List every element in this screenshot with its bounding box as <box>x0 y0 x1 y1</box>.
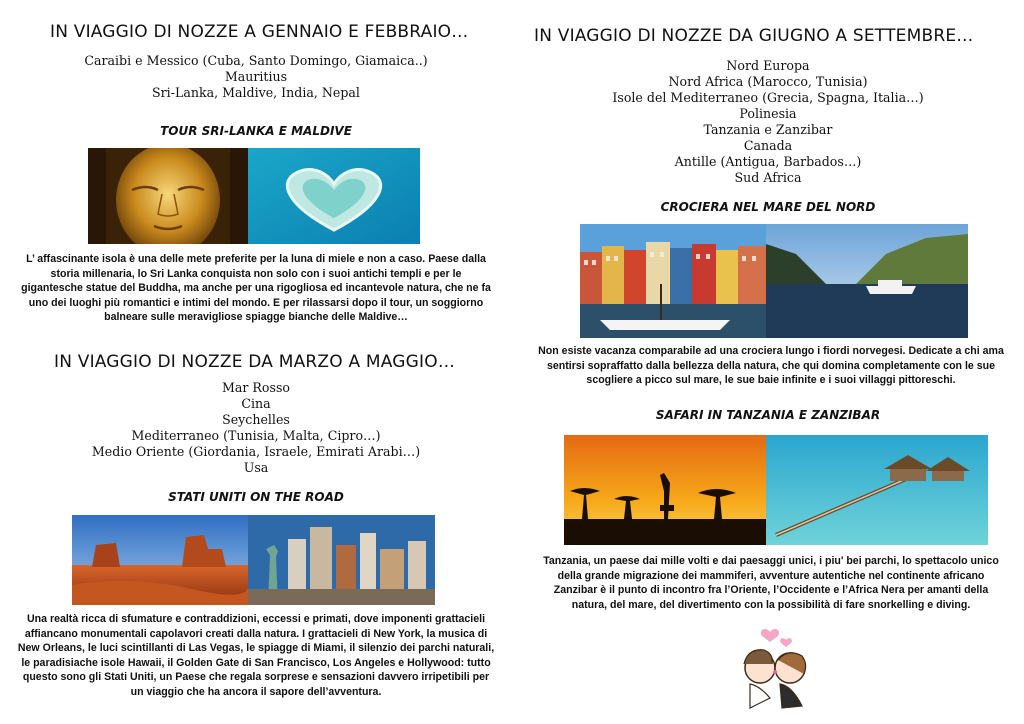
destination-item: Nord Africa (Marocco, Tunisia) <box>668 74 868 89</box>
destination-item: Antille (Antigua, Barbados…) <box>674 154 862 169</box>
savanna-sunset-photo <box>564 435 766 545</box>
description-safari: Tanzania, un paese dai mille volti e dai paesaggi unici, i piu' bei parchi, lo spettacolo unico della grande migrazione dei mammiferi, avventure autentiche nel continente africano Zanzibar è il punto di incontro fra l’Oriente, l’Occidente e l’Africa Nera per amanti della natura, del mare, del divertimento con la possibilità di fare snorkelling e diving. <box>543 555 999 611</box>
heart-reef-photo <box>248 148 420 244</box>
destination-item: Cina <box>241 396 271 411</box>
description-cruise: Non esiste vacanza comparabile ad una crociera lungo i fiordi norvegesi. Dedicate a chi ama sentirsi sopraffatto dalla bellezza della natura, che qui domina completamente con le sue scogliere a picco sul mare, le sue baie infinite e i suoi villaggi pittoreschi. <box>538 345 1004 387</box>
tour-title-srilanka: TOUR SRI-LANKA E MALDIVE <box>160 124 352 138</box>
kissing-couple-icon <box>730 624 822 716</box>
buddha-face-photo <box>88 148 248 244</box>
section-title-mar-may: IN VIAGGIO DI NOZZE DA MARZO A MAGGIO… <box>54 352 456 372</box>
destination-item: Isole del Mediterraneo (Grecia, Spagna, Italia…) <box>612 90 924 105</box>
destination-item: Mar Rosso <box>222 380 290 395</box>
tour-title-usa: STATI UNITI ON THE ROAD <box>168 490 344 504</box>
destination-item: Nord Europa <box>726 58 810 73</box>
monument-valley-photo <box>72 515 248 605</box>
destinations-jan-feb <box>56 53 456 101</box>
destination-item: Seychelles <box>222 412 290 427</box>
copenhagen-harbor-photo <box>580 224 766 338</box>
zanzibar-overwater-photo <box>766 435 988 545</box>
description-srilanka: L’ affascinante isola è una delle mete preferite per la luna di miele e non a caso. Paese dalla storia millenaria, lo Sri Lanka conquista non solo con i suoi antichi templi e per le gigantesche statue del Buddha, ma anche per una rigogliosa ed incantevole natura, che ne fa uno dei luoghi più romantici e intimi del mondo. E per rilassarsi dopo il tour, un soggiorno balneare sulle meravigliose spiagge bianche delle Maldive… <box>21 253 491 324</box>
destination-item: Mediterraneo (Tunisia, Malta, Cipro…) <box>131 428 381 443</box>
destination-item: Usa <box>243 460 269 475</box>
destination-item: Mauritius <box>224 69 288 84</box>
las-vegas-photo <box>248 515 435 605</box>
destination-item: Canada <box>743 138 793 153</box>
section-title-jan-feb: IN VIAGGIO DI NOZZE A GENNAIO E FEBBRAIO… <box>50 22 469 42</box>
fjord-cruise-photo <box>766 224 968 338</box>
tour-title-cruise: CROCIERA NEL MARE DEL NORD <box>660 200 876 214</box>
description-usa: Una realtà ricca di sfumature e contraddizioni, eccessi e primati, dove imponenti grattacieli affiancano monumentali capolavori creati dalla natura. I grattacieli di New York, la musica di New Orleans, le luci scintillanti di Las Vegas, le spiagge di Miami, il silenzio dei parchi naturali, le paradisiache isole Hawaii, il Golden Gate di San Francisco, Los Angeles e Hollywood: tutto questo sono gli Stati Uniti, un Paese che regala sorprese e sensazioni davvero irripetibili per un viaggio che ha ancora il sapore dell’avventura. <box>17 613 495 698</box>
destination-item: Caraibi e Messico (Cuba, Santo Domingo, Giamaica..) <box>84 53 428 68</box>
destination-item: Tanzania e Zanzibar <box>703 122 833 137</box>
tour-title-safari: SAFARI IN TANZANIA E ZANZIBAR <box>655 408 881 422</box>
destinations-mar-may <box>56 380 456 476</box>
destination-item: Polinesia <box>739 106 797 121</box>
destination-item: Medio Oriente (Giordania, Israele, Emirati Arabi…) <box>91 444 421 459</box>
destination-item: Sud Africa <box>734 170 802 185</box>
destinations-jun-sep <box>568 58 968 186</box>
section-title-jun-sep: IN VIAGGIO DI NOZZE DA GIUGNO A SETTEMBRE… <box>534 26 974 46</box>
destination-item: Sri-Lanka, Maldive, India, Nepal <box>152 85 360 100</box>
